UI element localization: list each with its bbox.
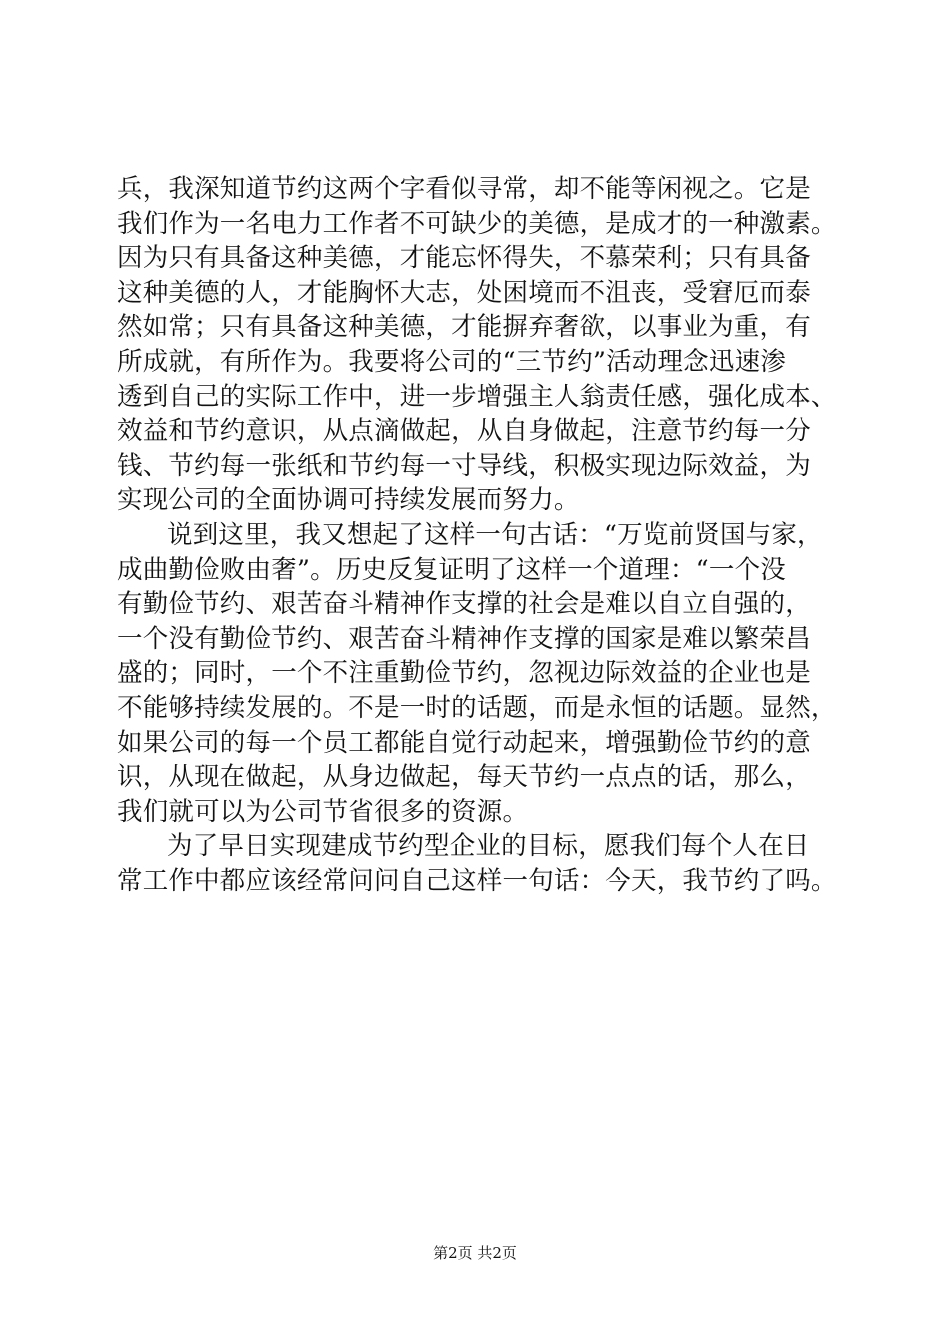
text-line-14: 一个没有勤俭节约、艰苦奋斗精神作支撑的国家是难以繁荣昌 xyxy=(117,623,811,654)
text-line-17: 如果公司的每一个员工都能自觉行动起来，增强勤俭节约的意 xyxy=(117,727,811,758)
text-line-9: 钱、节约每一张纸和节约每一寸导线，积极实现边际效益，为 xyxy=(117,450,811,481)
text-line-12: 成曲勤俭败由奢”。历史反复证明了这样一个道理：“一个没 xyxy=(117,554,786,585)
text-line-3: 因为只有具备这种美德，才能忘怀得失，不慕荣利；只有具备 xyxy=(117,243,811,274)
text-line-4: 这种美德的人，才能胸怀大志，处困境而不沮丧，受窘厄而泰 xyxy=(117,277,811,308)
page-footer xyxy=(0,1243,950,1263)
text-line-5: 然如常；只有具备这种美德，才能摒弃奢欲，以事业为重，有 xyxy=(117,312,811,343)
text-line-2: 我们作为一名电力工作者不可缺少的美德，是成才的一种激素。 xyxy=(117,208,837,239)
text-line-6: 所成就，有所作为。我要将公司的“三节约”活动理念迅速渗 xyxy=(117,346,786,377)
page-number-label: 第2页 共2页 xyxy=(433,1244,517,1262)
text-line-1: 兵，我深知道节约这两个字看似寻常，却不能等闲视之。它是 xyxy=(117,174,811,204)
text-line-20: 为了早日实现建成节约型企业的目标，愿我们每个人在日 xyxy=(167,831,810,862)
text-line-18: 识，从现在做起，从身边做起，每天节约一点点的话，那么， xyxy=(117,762,811,793)
text-line-11: 说到这里，我又想起了这样一句古话：“万览前贤国与家， xyxy=(167,519,823,550)
text-line-10: 实现公司的全面协调可持续发展而努力。 xyxy=(117,485,580,516)
text-line-15: 盛的；同时，一个不注重勤俭节约，忽视边际效益的企业也是 xyxy=(117,658,811,689)
text-line-8: 效益和节约意识，从点滴做起，从自身做起，注意节约每一分 xyxy=(117,416,811,447)
text-line-13: 有勤俭节约、艰苦奋斗精神作支撑的社会是难以自立自强的， xyxy=(117,589,811,620)
document-body xyxy=(117,172,837,898)
text-line-21: 常工作中都应该经常问问自己这样一句话：今天，我节约了吗。 xyxy=(117,865,837,896)
text-line-19: 我们就可以为公司节省很多的资源。 xyxy=(117,796,529,827)
text-line-16: 不能够持续发展的。不是一时的话题，而是永恒的话题。显然， xyxy=(117,692,837,723)
text-line-7: 透到自己的实际工作中，进一步增强主人翁责任感，强化成本、 xyxy=(117,381,837,412)
